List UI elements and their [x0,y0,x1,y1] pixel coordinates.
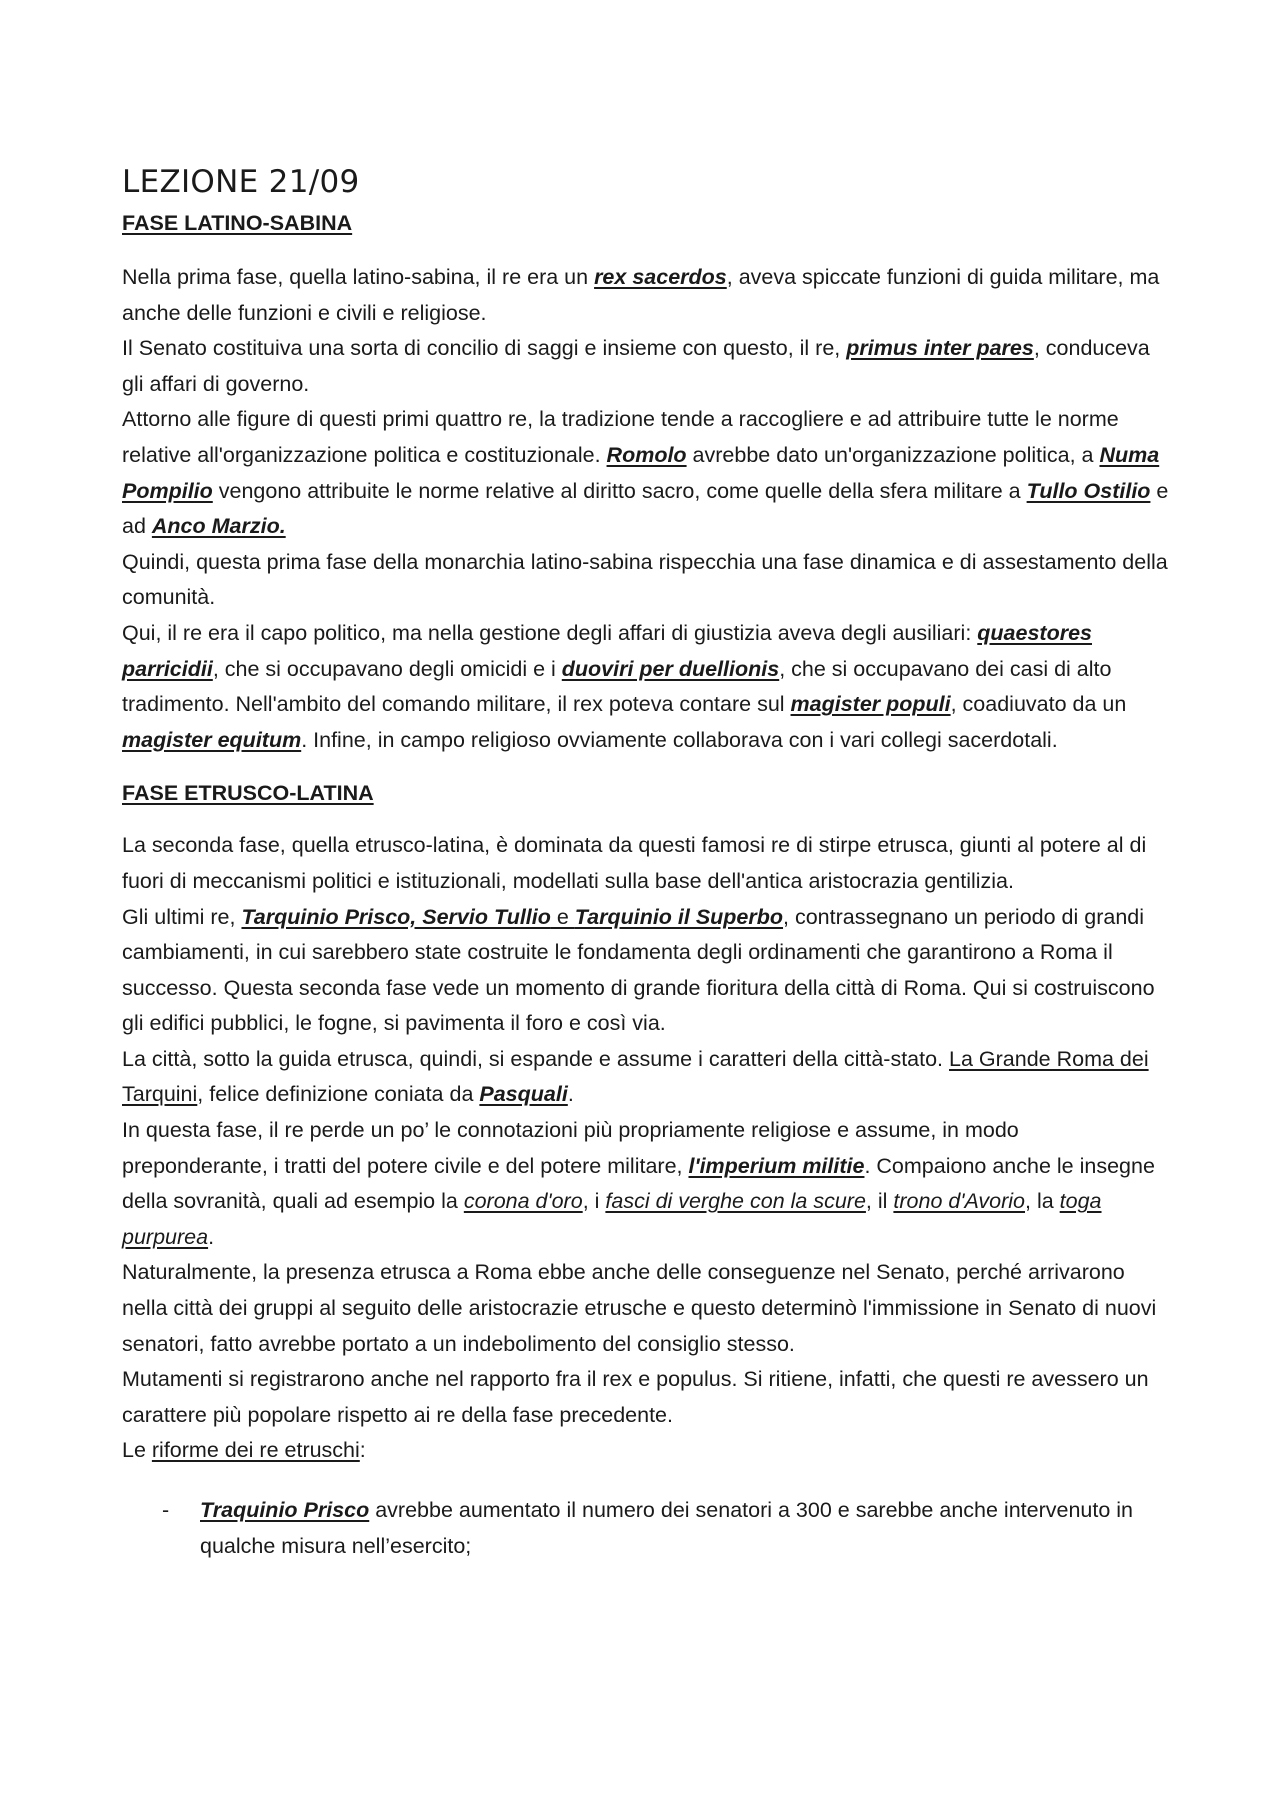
text-run: , felice definizione coniata da [197,1082,480,1107]
paragraph [122,1042,1170,1113]
text-run: In questa fase, il re perde un po’ le connotazioni più propriamente religiose e assume, in modo preponderante, i tratti del potere civile e del potere militare, [122,1118,1019,1178]
keyword-anco-marzio: Anco Marzio. [151,514,286,539]
text-run: vengono attribuite le norme relative al diritto sacro, come quelle della sfera militare a [212,478,1027,503]
keyword-tullo-ostilio: Tullo Ostilio [1026,478,1151,503]
text-run: , il [865,1189,894,1214]
text-run: , la [1025,1189,1060,1214]
text-run: Gli ultimi re, [122,904,242,929]
text-run: , conduceva gli affari di governo. [122,336,1150,396]
text-run: , contrassegnano un periodo di grandi cambiamenti, in cui sarebbero state costruite le fondamenta degli ordinamenti che garantirono a Roma il successo. Questa seconda fase vede un momento di grande fioritura della città di Roma. Qui si costruiscono gli edifici pubblici, le fogne, si pavimenta il foro e così via. [122,904,1155,1036]
insignia-trono-davorio: trono d'Avorio [893,1189,1025,1214]
text-run: Attorno alle figure di questi primi quattro re, la tradizione tende a raccogliere e ad attribuire tutte le norme relative all'organizzazione politica e costituzionale. [122,407,1119,467]
paragraph: Naturalmente, la presenza etrusca a Roma ebbe anche delle conseguenze nel Senato, perché arrivarono nella città dei gruppi al seguito delle aristocrazie etrusche e questo determinò l'immissione in Senato di nuovi senatori, fatto avrebbe portato a un indebolimento del consiglio stesso. [122,1260,1157,1356]
text-run: : [359,1438,366,1463]
keyword-duoviri-per-duellionis: duoviri per duellionis [561,656,780,681]
section-heading-latino-sabina: FASE LATINO-SABINA [122,211,353,235]
paragraph [122,1113,1170,1255]
text-run: . Infine, in campo religioso ovviamente collaborava con i vari collegi sacerdotali. [301,727,1058,752]
paragraph [122,900,1170,1042]
keyword-rex-sacerdos: rex sacerdos [594,265,727,289]
text-run: , che si occupavano dei casi di alto tradimento. Nell'ambito del comando militare, il rex poteva contare sul [122,656,1112,717]
keyword-romolo: Romolo [606,442,687,467]
paragraph: La seconda fase, quella etrusco-latina, è dominata da questi famosi re di stirpe etrusca, giunti al potere al di fuori di meccanismi politici e istituzionali, modellati sulla base dell'antica aristocrazia gentilizia. [122,833,1147,893]
paragraph: Mutamenti si registrarono anche nel rapporto fra il rex e populus. Si ritiene, infatti, che questi re avessero un carattere più popolare rispetto ai re della fase precedente. [122,1367,1149,1427]
text-run: Nella prima fase, quella latino-sabina, il re era un [122,265,595,289]
paragraph [122,616,1170,758]
paragraph [122,331,1170,402]
text-run: , che si occupavano degli omicidi e i [212,656,562,681]
paragraph: Quindi, questa prima fase della monarchia latino-sabina rispecchia una fase dinamica e di assestamento della comunità. [122,549,1168,610]
insignia-toga-purpurea: toga purpurea [122,1189,1102,1249]
text-run: Il Senato costituiva una sorta di concilio di saggi e insieme con questo, il re, [122,336,847,361]
insignia-fasci: fasci di verghe con la scure [605,1189,866,1214]
list-item [122,1493,1170,1564]
keyword-magister-equitum: magister equitum [122,727,302,752]
keyword-tarquinio-il-superbo: Tarquinio il Superbo [574,904,784,929]
underlined-la-grande-roma: La Grande Roma dei Tarquini [122,1046,1149,1107]
list-bullet: - [162,1498,170,1522]
underlined-riforme: riforme dei re etruschi [151,1438,360,1463]
section-heading-etrusco-latina: FASE ETRUSCO-LATINA [122,781,374,806]
text-run: . [567,1082,574,1107]
keyword-numa-pompilio: Numa Pompilio [122,442,1160,503]
text-run: . Compaiono anche le insegne della sovranità, quali ad esempio la [122,1153,1155,1214]
keyword-pasquali: Pasquali [479,1082,568,1107]
text-run: , coadiuvato da un [950,692,1127,717]
paragraph [122,402,1170,544]
text-run: avrebbe dato un'organizzazione politica, a [686,442,1100,467]
text-run: . [208,1224,215,1249]
text-run: , aveva spiccate funzioni di guida militare, ma anche delle funzioni e civili e religiose. [122,265,1160,325]
keyword-imperium-militie: l'imperium militie [688,1153,865,1178]
text-run: , i [582,1189,606,1214]
page-title: LEZIONE 21/09 [122,164,360,200]
paragraph [122,1433,1170,1469]
keyword-magister-populi: magister populi [790,692,951,717]
keyword-tarquinio-prisco-servio-tullio: Tarquinio Prisco, Servio Tullio [241,904,551,929]
keyword-quaestores-parricidii: quaestores parricidii [122,620,1092,681]
text-run: avrebbe aumentato il numero dei senatori a 300 e sarebbe anche intervenuto in qualche misura nell’esercito; [200,1498,1134,1558]
reforms-list [122,1493,1170,1564]
text-run: e ad [122,478,1169,539]
text-run: Le [122,1438,152,1463]
keyword-traquinio-prisco: Traquinio Prisco [200,1498,370,1522]
text-run: e [550,904,575,929]
text-run: La città, sotto la guida etrusca, quindi, si espande e assume i caratteri della città-stato. [122,1046,950,1071]
insignia-corona-doro: corona d'oro [463,1189,583,1214]
paragraph [122,260,1170,331]
text-run: Qui, il re era il capo politico, ma nella gestione degli affari di giustizia aveva degli ausiliari: [122,620,978,645]
keyword-primus-inter-pares: primus inter pares [846,336,1034,361]
